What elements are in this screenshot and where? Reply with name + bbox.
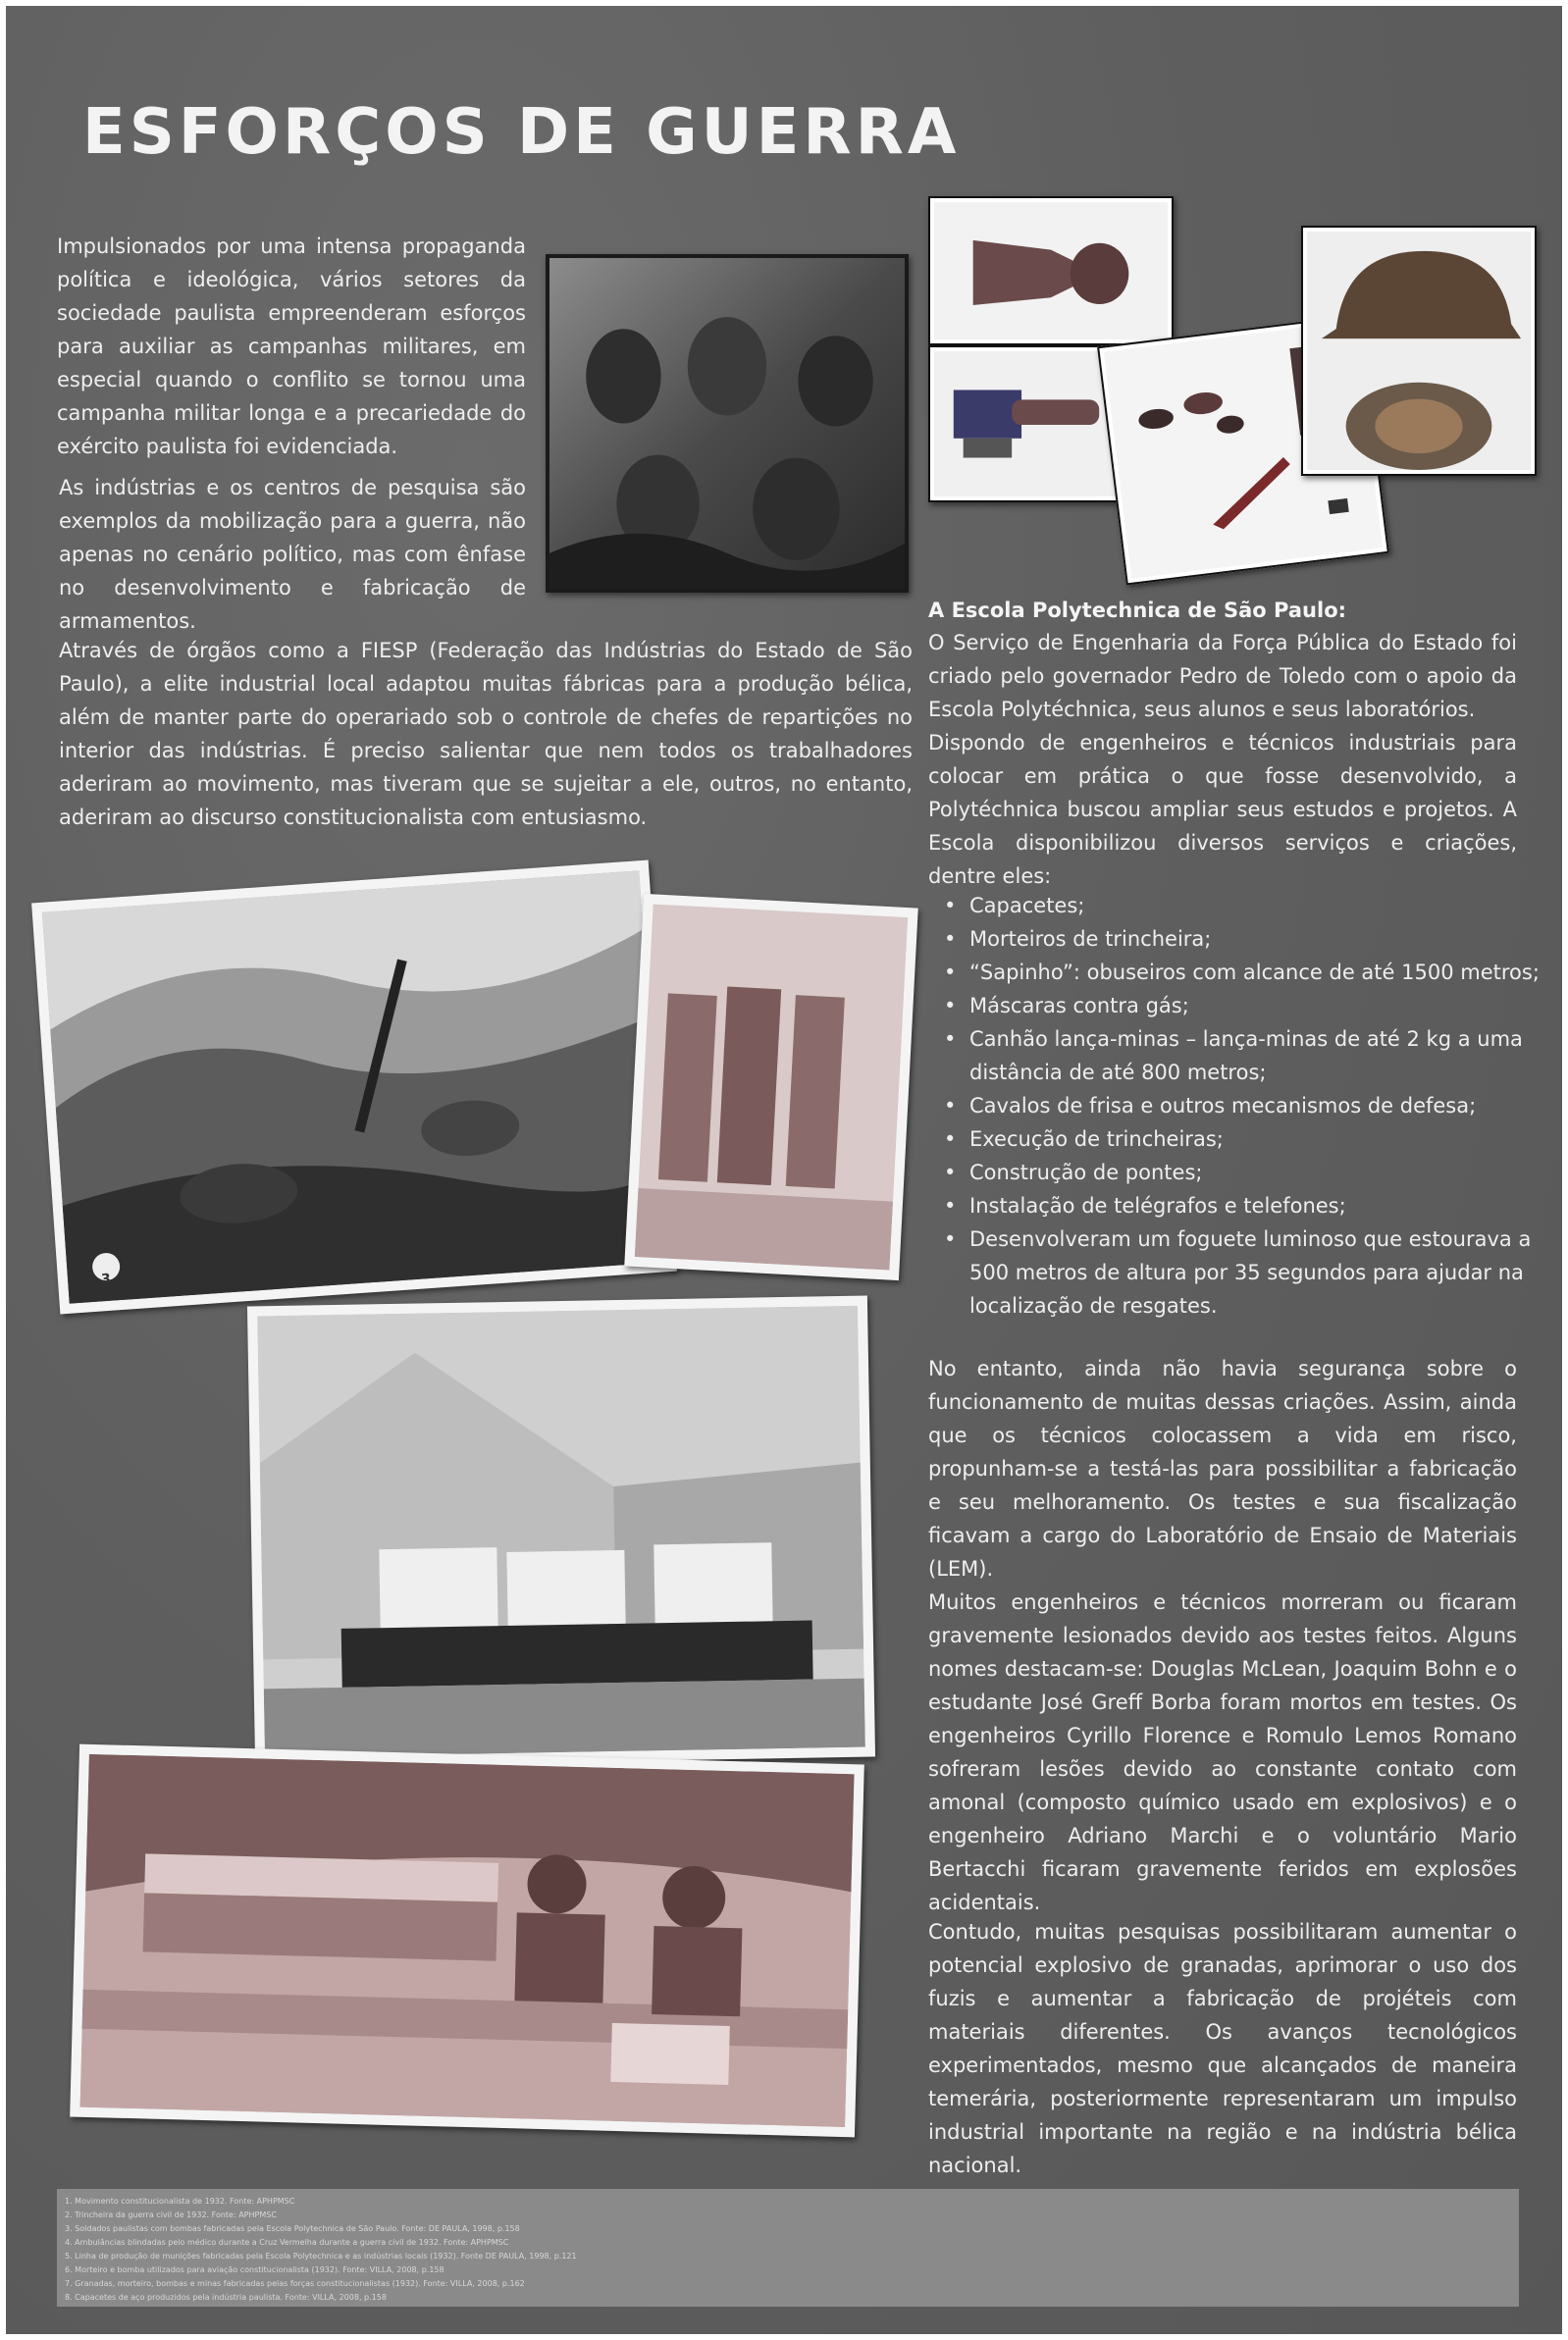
caption-item: 3. Soldados paulistas com bombas fabricadas pela Escola Polytechnica de São Paulo. Fonte: DE PAULA, 1998, p.158 (65, 2224, 520, 2233)
caption-item: 1. Movimento constitucionalista de 1932. Fonte: APHPMSC (65, 2197, 295, 2206)
ambulances-image (257, 1306, 865, 1758)
page-title: ESFORÇOS DE GUERRA (82, 96, 961, 169)
caption-item: 2. Trincheira da guerra civil de 1932. Fonte: APHPMSC (65, 2210, 277, 2219)
services-list (928, 889, 1546, 1323)
poster (6, 6, 1562, 2334)
footer-captions (57, 2189, 1519, 2307)
factory-image (79, 1754, 854, 2127)
list-item: • Execução de trincheiras; (958, 1122, 1546, 1156)
escola-paragraph-2: Dispondo de engenheiros e técnicos industriais para colocar em prática o que fosse desenvolvido, a Polytéchnica buscou ampliar seus estudos e projetos. A Escola disponibilizou diversos serviços e criações, dentre eles: (928, 731, 1517, 888)
escola-paragraph-4: Muitos engenheiros e técnicos morreram ou ficaram gravemente lesionados devido aos testes feitos. Alguns nomes destacam-se: Douglas McLean, Joaquim Bohn e o estudante José Greff Borba foram mortos em testes. Os engenheiros Cyrillo Florence e Romulo Lemos Romano sofreram lesões devido ao constante contato com amonal (composto químico usado em explosivos) e o engenheiro Adriano Marchi e o voluntário Mario Bertacchi ficaram gravemente feridos em explosões acidentais. (928, 1590, 1517, 1914)
photo-munitions-factory (70, 1744, 864, 2138)
photo-helmets (1301, 226, 1537, 476)
list-item: • Canhão lança-minas – lança-minas de até 2 kg a uma distância de até 800 metros; (958, 1022, 1546, 1089)
list-item: • Desenvolveram um foguete luminoso que estourava a 500 metros de altura por 35 segundos para ajudar na localização de resgates. (958, 1222, 1546, 1323)
list-item: • Instalação de telégrafos e telefones; (958, 1189, 1546, 1222)
trench-image (42, 870, 666, 1304)
escola-paragraph-5: Contudo, muitas pesquisas possibilitaram aumentar o potencial explosivo de granadas, aprimorar o uso dos fuzis e aumentar a fabricação de projéteis com materiais diferentes. Os avanços tecnológicos experimentados, mesmo que alcançados de maneira temerária, posteriormente representaram um impulso industrial importante na região e na indústria bélica nacional. (928, 1920, 1517, 2177)
escola-paragraph-1: O Serviço de Engenharia da Força Pública do Estado foi criado pelo governador Pedro de Toledo com o apoio da Escola Polytéchnica, seus alunos e seus laboratórios. (928, 631, 1517, 721)
list-item: • “Sapinho”: obuseiros com alcance de até 1500 metros; (958, 956, 1546, 989)
escola-heading: A Escola Polytechnica de São Paulo: (928, 598, 1347, 622)
list-item: • Capacetes; (958, 889, 1546, 922)
caption-item: 6. Morteiro e bomba utilizados para aviação constitucionalista (1932). Fonte: VILLA, 2008, p.158 (65, 2265, 444, 2274)
list-item: • Morteiros de trincheira; (958, 922, 1546, 956)
photo-standing-men (624, 894, 918, 1280)
photo-ambulances (247, 1296, 875, 1768)
intro-paragraph-3: Através de órgãos como a FIESP (Federação das Indústrias do Estado de São Paulo), a elite industrial local adaptou muitas fábricas para a produção bélica, além de manter parte do operariado sob o controle de chefes de repartições no interior das indústrias. É preciso salientar que nem todos os trabalhadores aderiram ao movimento, mas tiveram que se sujeitar a ele, outros, no entanto, aderiram ao discurso constitucionalista com entusiasmo. (59, 639, 913, 829)
photo-mortar-shell (928, 196, 1174, 345)
list-item: • Cavalos de frisa e outros mecanismos de defesa; (958, 1089, 1546, 1122)
standing-men-image (635, 904, 908, 1270)
intro-paragraph-1: Impulsionados por uma intensa propaganda política e ideológica, vários setores da sociedade paulista empreenderam esforços para auxiliar as campanhas militares, em especial quando o conflito se tornou uma campanha militar longa e a precariedade do exército paulista foi evidenciada. (57, 234, 526, 458)
caption-item: 7. Granadas, morteiro, bombas e minas fabricadas pelas forças constitucionalistas (1932). Fonte: VILLA, 2008, p.162 (65, 2279, 525, 2288)
list-item: • Máscaras contra gás; (958, 989, 1546, 1022)
launcher-image (934, 351, 1119, 496)
intro-paragraph-2: As indústrias e os centros de pesquisa são exemplos da mobilização para a guerra, não apenas no cenário político, mas com ênfase no desenvolvimento e fabricação de armamentos. (59, 476, 526, 633)
caption-item: 5. Linha de produção de munições fabricadas pela Escola Polytechnica e as indústrias locais (1932). Fonte DE PAULA, 1998, p.121 (65, 2252, 577, 2261)
photo-number-badge: 3 (100, 1271, 112, 1288)
photo-trench-soldiers (31, 860, 677, 1315)
escola-paragraph-3: No entanto, ainda não havia segurança sobre o funcionamento de muitas dessas criações. Assim, ainda que os técnicos colocassem a vida em risco, propunham-se a testá-las para possibilitar a fabricação e seu melhoramento. Os testes e sua fiscalização ficavam a cargo do Laboratório de Ensaio de Materiais (LEM). (928, 1357, 1517, 1581)
list-item: • Construção de pontes; (958, 1156, 1546, 1189)
photo-launcher (928, 345, 1124, 502)
caption-item: 8. Capacetes de aço produzidos pela indústria paulista. Fonte: VILLA, 2008, p.158 (65, 2293, 387, 2302)
photo-grenades (546, 254, 909, 593)
mortar-shell-image (934, 202, 1168, 339)
helmets-image (1307, 232, 1531, 470)
caption-item: 4. Ambulâncias blindadas pelo médico durante a Cruz Vermelha durante a guerra civil de 1932. Fonte: APHPMSC (65, 2238, 509, 2247)
grenades-image (549, 258, 905, 589)
